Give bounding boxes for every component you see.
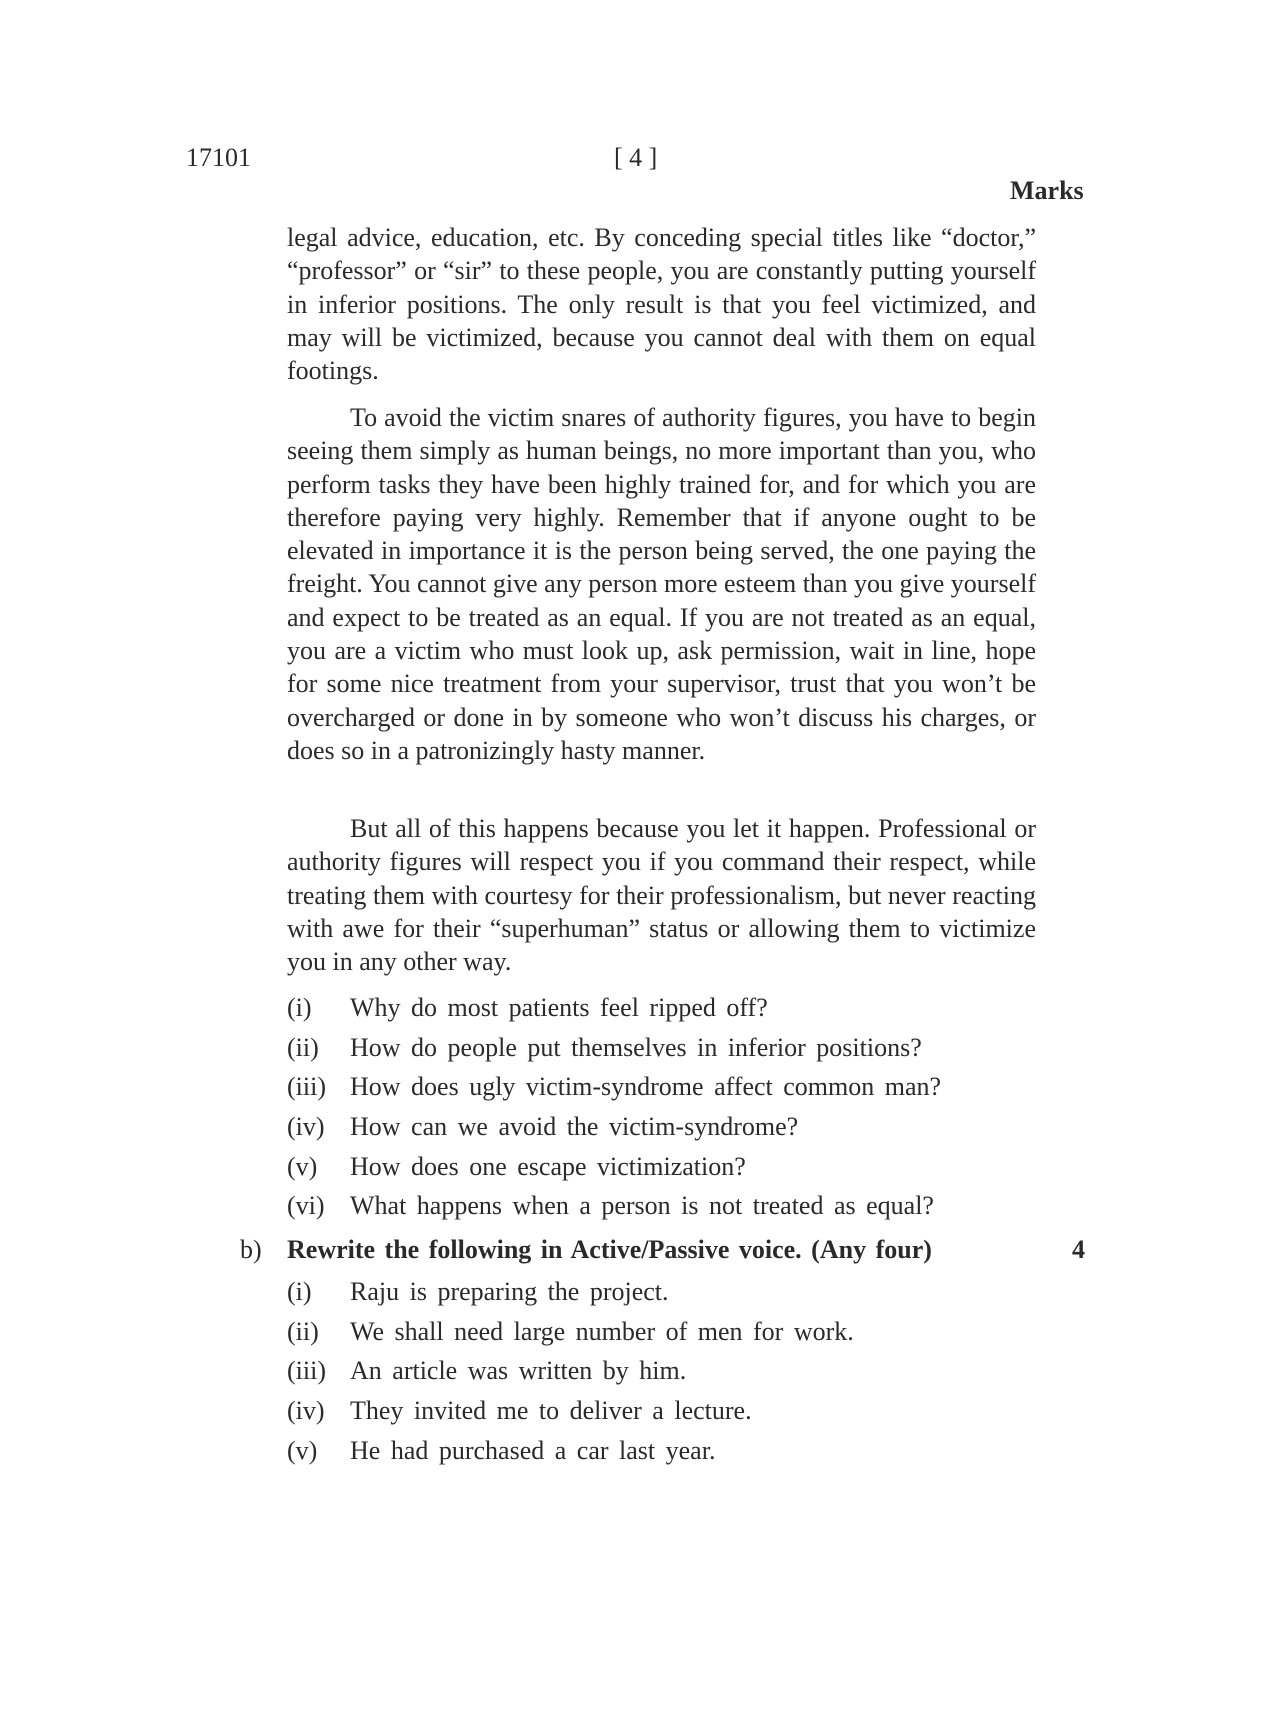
question-number: (v) (287, 1151, 318, 1181)
question-number: (iv) (287, 1112, 325, 1142)
exercise-number: (v) (287, 1435, 318, 1465)
question-number: (ii) (287, 1032, 319, 1062)
exercise-item (287, 1434, 1047, 1474)
question-number: (iii) (287, 1072, 326, 1102)
passage-paragraph-2: To avoid the victim snares of authority figures, you have to begin seeing them simply as human beings, no more important than you, who perform tasks they have been highly trained for, and for which you are therefore paying very highly. Remember that if anyone ought to be elevated in importance it is the person being served, the one paying the freight. You cannot give any person more esteem than you give yourself and expect to be treated as an equal. If you are not treated as an equal, you are a victim who must look up, ask permission, wait in line, hope for some nice treatment from your supervisor, trust that you won’t be overcharged or done in by someone who won’t discuss his charges, or does so in a patronizingly hasty manner. (287, 403, 1036, 765)
exercise-text: They invited me to deliver a lecture. (350, 1396, 752, 1426)
exercise-text: We shall need large number of men for work. (350, 1316, 854, 1346)
section-b-instruction: Rewrite the following in Active/Passive voice. (Any four) (287, 1235, 932, 1264)
question-number: (vi) (287, 1191, 325, 1221)
passage-paragraph-1: legal advice, education, etc. By conceding special titles like “doctor,” “professor” or “sir” to these people, you are constantly putting yourself in inferior positions. The only result is that you feel victimized, and may will be victimized, because you cannot deal with them on equal footings. (287, 223, 1036, 386)
section-b-marks: 4 (1072, 1235, 1085, 1264)
marks-column-label: Marks (1010, 176, 1084, 205)
page-number: [ 4 ] (614, 143, 658, 172)
paper-code: 17101 (186, 143, 251, 172)
exercise-item (287, 1394, 1047, 1434)
question-text: Why do most patients feel ripped off? (350, 993, 768, 1022)
section-b-label: b) (240, 1235, 262, 1264)
exercise-item (287, 1354, 1047, 1394)
exercise-text: He had purchased a car last year. (350, 1435, 716, 1465)
question-text: How do people put themselves in inferior positions? (350, 1032, 922, 1062)
exercise-number: (iii) (287, 1356, 326, 1386)
question-item (287, 991, 1047, 1031)
question-number: (i) (287, 993, 312, 1022)
question-item (287, 1031, 1047, 1071)
passage-paragraph-3: But all of this happens because you let it happen. Professional or authority figures will respect you if you command their respect, while treating them with courtesy for their professionalism, but never reacting with awe for their “superhuman” status or allowing them to victimize you in any other way. (287, 814, 1036, 977)
exercise-item (287, 1315, 1047, 1355)
comprehension-question-list (287, 991, 1047, 1229)
question-item (287, 1189, 1047, 1229)
exercise-text: An article was written by him. (350, 1356, 687, 1386)
exercise-number: (i) (287, 1277, 312, 1306)
question-text: How can we avoid the victim-syndrome? (350, 1112, 799, 1142)
exercise-number: (iv) (287, 1396, 325, 1426)
question-text: What happens when a person is not treated as equal? (350, 1191, 934, 1221)
exercise-number: (ii) (287, 1316, 319, 1346)
exercise-item (287, 1275, 1047, 1315)
question-item (287, 1150, 1047, 1190)
question-text: How does ugly victim-syndrome affect common man? (350, 1072, 942, 1102)
voice-exercise-list (287, 1275, 1047, 1473)
question-item (287, 1070, 1047, 1110)
exercise-text: Raju is preparing the project. (350, 1277, 669, 1306)
question-item (287, 1110, 1047, 1150)
question-text: How does one escape victimization? (350, 1151, 746, 1181)
